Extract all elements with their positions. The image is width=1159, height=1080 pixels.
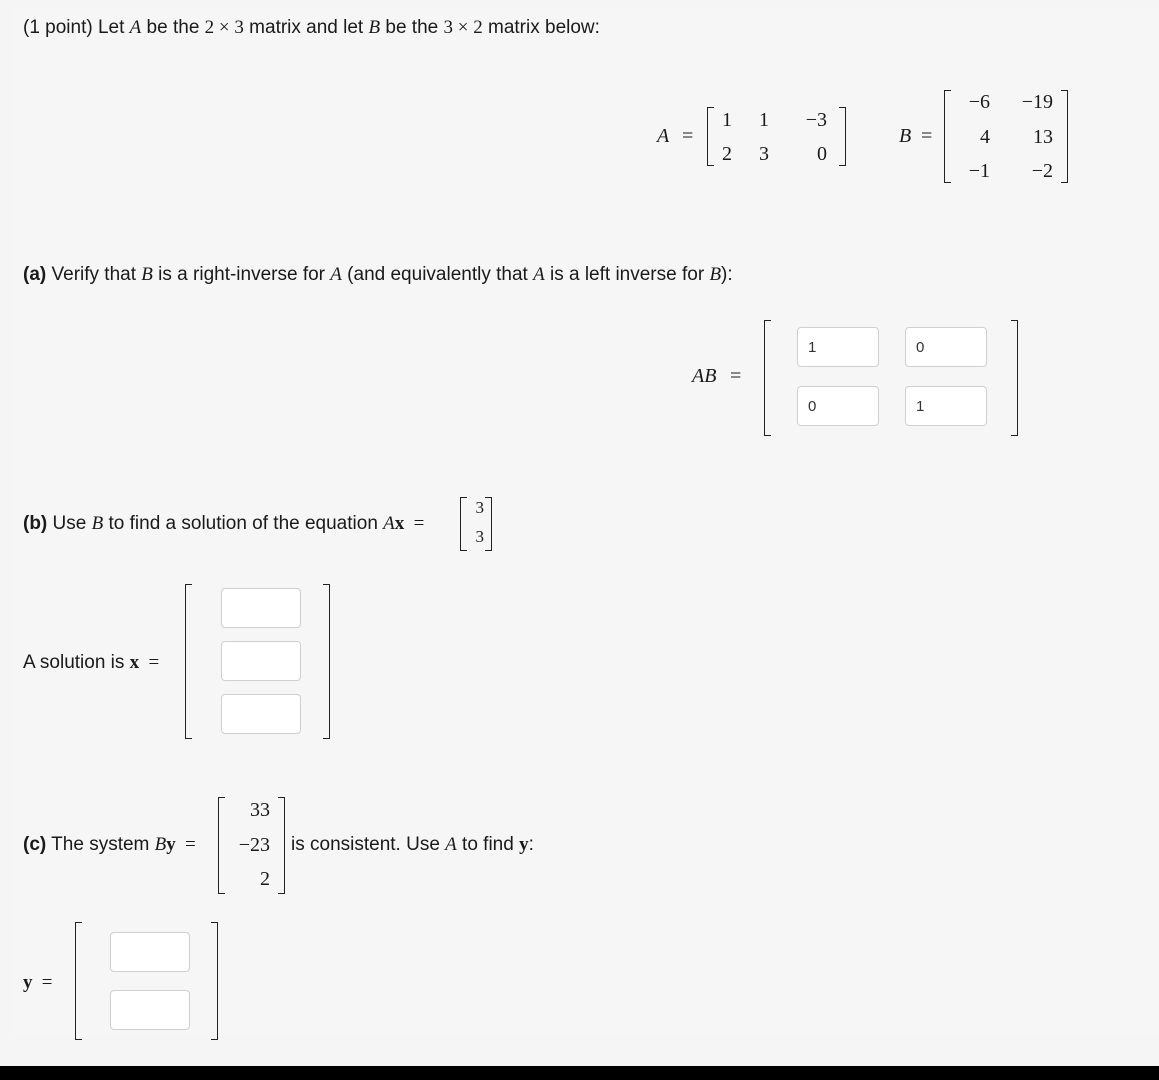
- x-input-2[interactable]: [221, 641, 301, 681]
- matrix-a-right-bracket: [839, 107, 846, 166]
- ab-input-1-1[interactable]: [797, 327, 879, 367]
- part-c-prompt: (c) The system By =: [23, 834, 196, 855]
- ab-input-2-2[interactable]: [905, 386, 987, 426]
- ab-right-bracket: [1011, 320, 1018, 436]
- matrix-b-right-bracket: [1061, 90, 1068, 183]
- ab-left-bracket: [764, 320, 771, 436]
- ab-input-1-2[interactable]: [905, 327, 987, 367]
- x-input-3[interactable]: [221, 694, 301, 734]
- solution-label: A solution is x =: [23, 652, 160, 673]
- answer-label-y: y =: [23, 972, 53, 993]
- ab-input-2-1[interactable]: [797, 386, 879, 426]
- x-input-1[interactable]: [221, 588, 301, 628]
- bottom-bar: [0, 1066, 1159, 1080]
- y-input-2[interactable]: [110, 990, 190, 1030]
- part-a-prompt: (a) Verify that B is a right-inverse for A (and equivalently that A is a left inverse for B):: [23, 264, 733, 285]
- part-c-prompt-tail: is consistent. Use A to find y:: [291, 834, 534, 855]
- matrix-b-left-bracket: [944, 90, 951, 183]
- problem-intro: (1 point) Let A be the 2 × 3 matrix and let B be the 3 × 2 matrix below:: [23, 17, 600, 38]
- y-input-1[interactable]: [110, 932, 190, 972]
- part-b-prompt: (b) Use B to find a solution of the equation Ax =: [23, 513, 425, 534]
- matrix-a-left-bracket: [707, 107, 714, 166]
